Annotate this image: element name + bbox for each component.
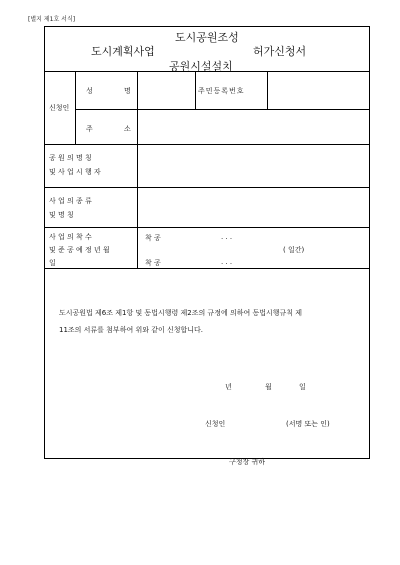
project-label-line1: 사 업 의 종 류 <box>49 197 92 205</box>
title-line1: 도시공원조성 <box>175 31 239 44</box>
project-label-line2: 및 명 칭 <box>49 211 74 219</box>
applicant-sign-label: 신청인 <box>205 420 226 428</box>
address-label-b: 소 <box>124 125 131 133</box>
schedule-label-line3: 일 <box>49 259 56 267</box>
date-year-label: 년 <box>225 383 232 391</box>
divider <box>45 187 369 188</box>
name-label-a: 성 <box>86 87 93 95</box>
divider <box>45 227 369 228</box>
rrn-label: 주민등록번호 <box>198 87 245 95</box>
schedule-label-line2: 및 준 공 예 정 년 월 <box>49 246 110 254</box>
end-date-dots: . . . <box>221 258 233 266</box>
application-form <box>44 26 370 466</box>
end-label: 착 공 <box>145 259 161 267</box>
start-label: 착 공 <box>145 234 161 242</box>
sign-note: (서명 또는 인) <box>286 420 330 428</box>
address-label-a: 주 <box>86 125 93 133</box>
divider <box>75 71 76 144</box>
divider <box>45 71 369 72</box>
applicant-section-label: 신청인 <box>49 104 70 112</box>
park-label-line2: 및 사 업 시 행 자 <box>49 168 101 176</box>
statement-line2: 11조의 서류를 첨부하여 위와 같이 신청합니다. <box>59 326 203 334</box>
start-date-dots: . . . <box>221 233 233 241</box>
name-label-b: 명 <box>124 87 131 95</box>
title-line2-left: 도시계획사업 <box>91 45 155 58</box>
statement-line1: 도시공원법 제6조 제1항 및 동법시행령 제2조의 규정에 의하여 동법시행규칙 제 <box>59 309 303 317</box>
divider <box>45 144 369 145</box>
date-month-label: 월 <box>265 383 272 391</box>
title-line2-right: 허가신청서 <box>253 45 307 58</box>
addressee: 구청장 귀하 <box>229 458 266 466</box>
date-day-label: 일 <box>299 383 306 391</box>
park-label-line1: 공 원 의 명 칭 <box>49 154 92 162</box>
divider <box>137 71 138 268</box>
divider <box>45 268 369 269</box>
title-line3: 공원시설설치 <box>169 60 233 73</box>
divider <box>195 71 196 109</box>
divider <box>267 71 268 109</box>
divider <box>75 109 369 110</box>
schedule-label-line1: 사 업 의 착 수 <box>49 233 92 241</box>
period-note: ( 일간) <box>283 246 305 254</box>
form-id: [별지 제1호 서식] <box>28 16 76 23</box>
